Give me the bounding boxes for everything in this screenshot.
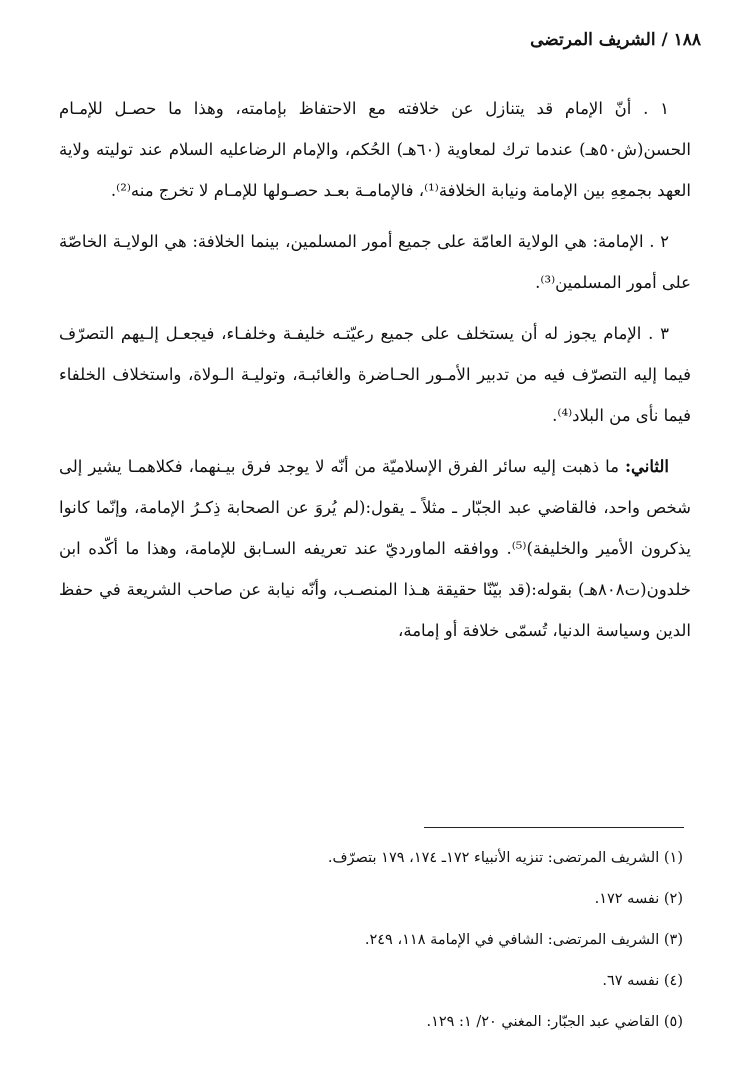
main-text — [59, 88, 691, 661]
footnote-divider — [424, 827, 684, 828]
paragraph-1: ١ . أنّ الإمام قد يتنازل عن خلافته مع الاحتفاظ بإمامته، وهذا ما حصـل للإمـام الحسن(ش٥٠هـ) عندما ترك لمعاوية (٦٠هـ) الحُكم، والإمام الرضاعليه السلام عند توليته ولاية العهد بجمعِهِ بين الإمامة ونيابة الخلافة⁽¹⁾، فالإمامـة بعـد حصـولها للإمـام لا تخرج منه⁽²⁾. — [59, 99, 691, 200]
paragraph-4 — [59, 446, 691, 651]
paragraph-3: ٣ . الإمام يجوز له أن يستخلف على جميع رعيّتـه خليفـة وخلفـاء، فيجعـل إلـيهم التصرّف فيما إليه التصرّف فيه من تدبير الأمـور الحـاضرة والغائبـة، وتوليـة الـولاة، واستخلاف الخلفاء فيما نأى من البلاد⁽⁴⁾. — [59, 324, 691, 425]
footnote-1: (١) الشريف المرتضى: تنزيه الأنبياء ١٧٢ـ ١٧٤، ١٧٩ بتصرّف. — [327, 850, 683, 866]
footnote-4: (٤) نفسه ٦٧. — [602, 973, 683, 989]
running-header: ١٨٨ / الشريف المرتضى — [530, 30, 701, 50]
paragraph-4-text: ما ذهبت إليه سائر الفرق الإسلاميّة من أنّه لا يوجد فرق بيـنهما، فكلاهمـا يشير إلى شخص واحد، فالقاضي عبد الجبّار ـ مثلاً ـ يقول:(لم يُروَ عن الصحابة ذِكـرُ الإمامة، وإنّما كانوا يذكرون الأمير والخليفة)⁽⁵⁾. ووافقه الماورديّ عند تعريفه السـابق للإمامة، وهذا ما أكّده ابن خلدون(ت٨٠٨هـ) بقوله:(قد بيّنّا حقيقة هـذا المنصـب، وأنّه نيابة عن صاحب الشريعة في حفظ الدين وسياسة الدنيا، تُسمّى خلافة أو إمامة، — [59, 457, 691, 640]
footnotes — [63, 838, 683, 1043]
footnote-3: (٣) الشريف المرتضى: الشافي في الإمامة ١١٨، ٢٤٩. — [364, 932, 683, 948]
section-label: الثاني: — [624, 457, 669, 476]
paragraph-2: ٢ . الإمامة: هي الولاية العامّة على جميع أمور المسلمين، بينما الخلافة: هي الولايـة الخاصّة على أمور المسلمين⁽³⁾. — [59, 232, 691, 292]
footnote-5: (٥) القاضي عبد الجبّار: المغني ٢٠/ ١: ١٢٩. — [426, 1014, 683, 1030]
footnote-2: (٢) نفسه ١٧٢. — [594, 891, 683, 907]
